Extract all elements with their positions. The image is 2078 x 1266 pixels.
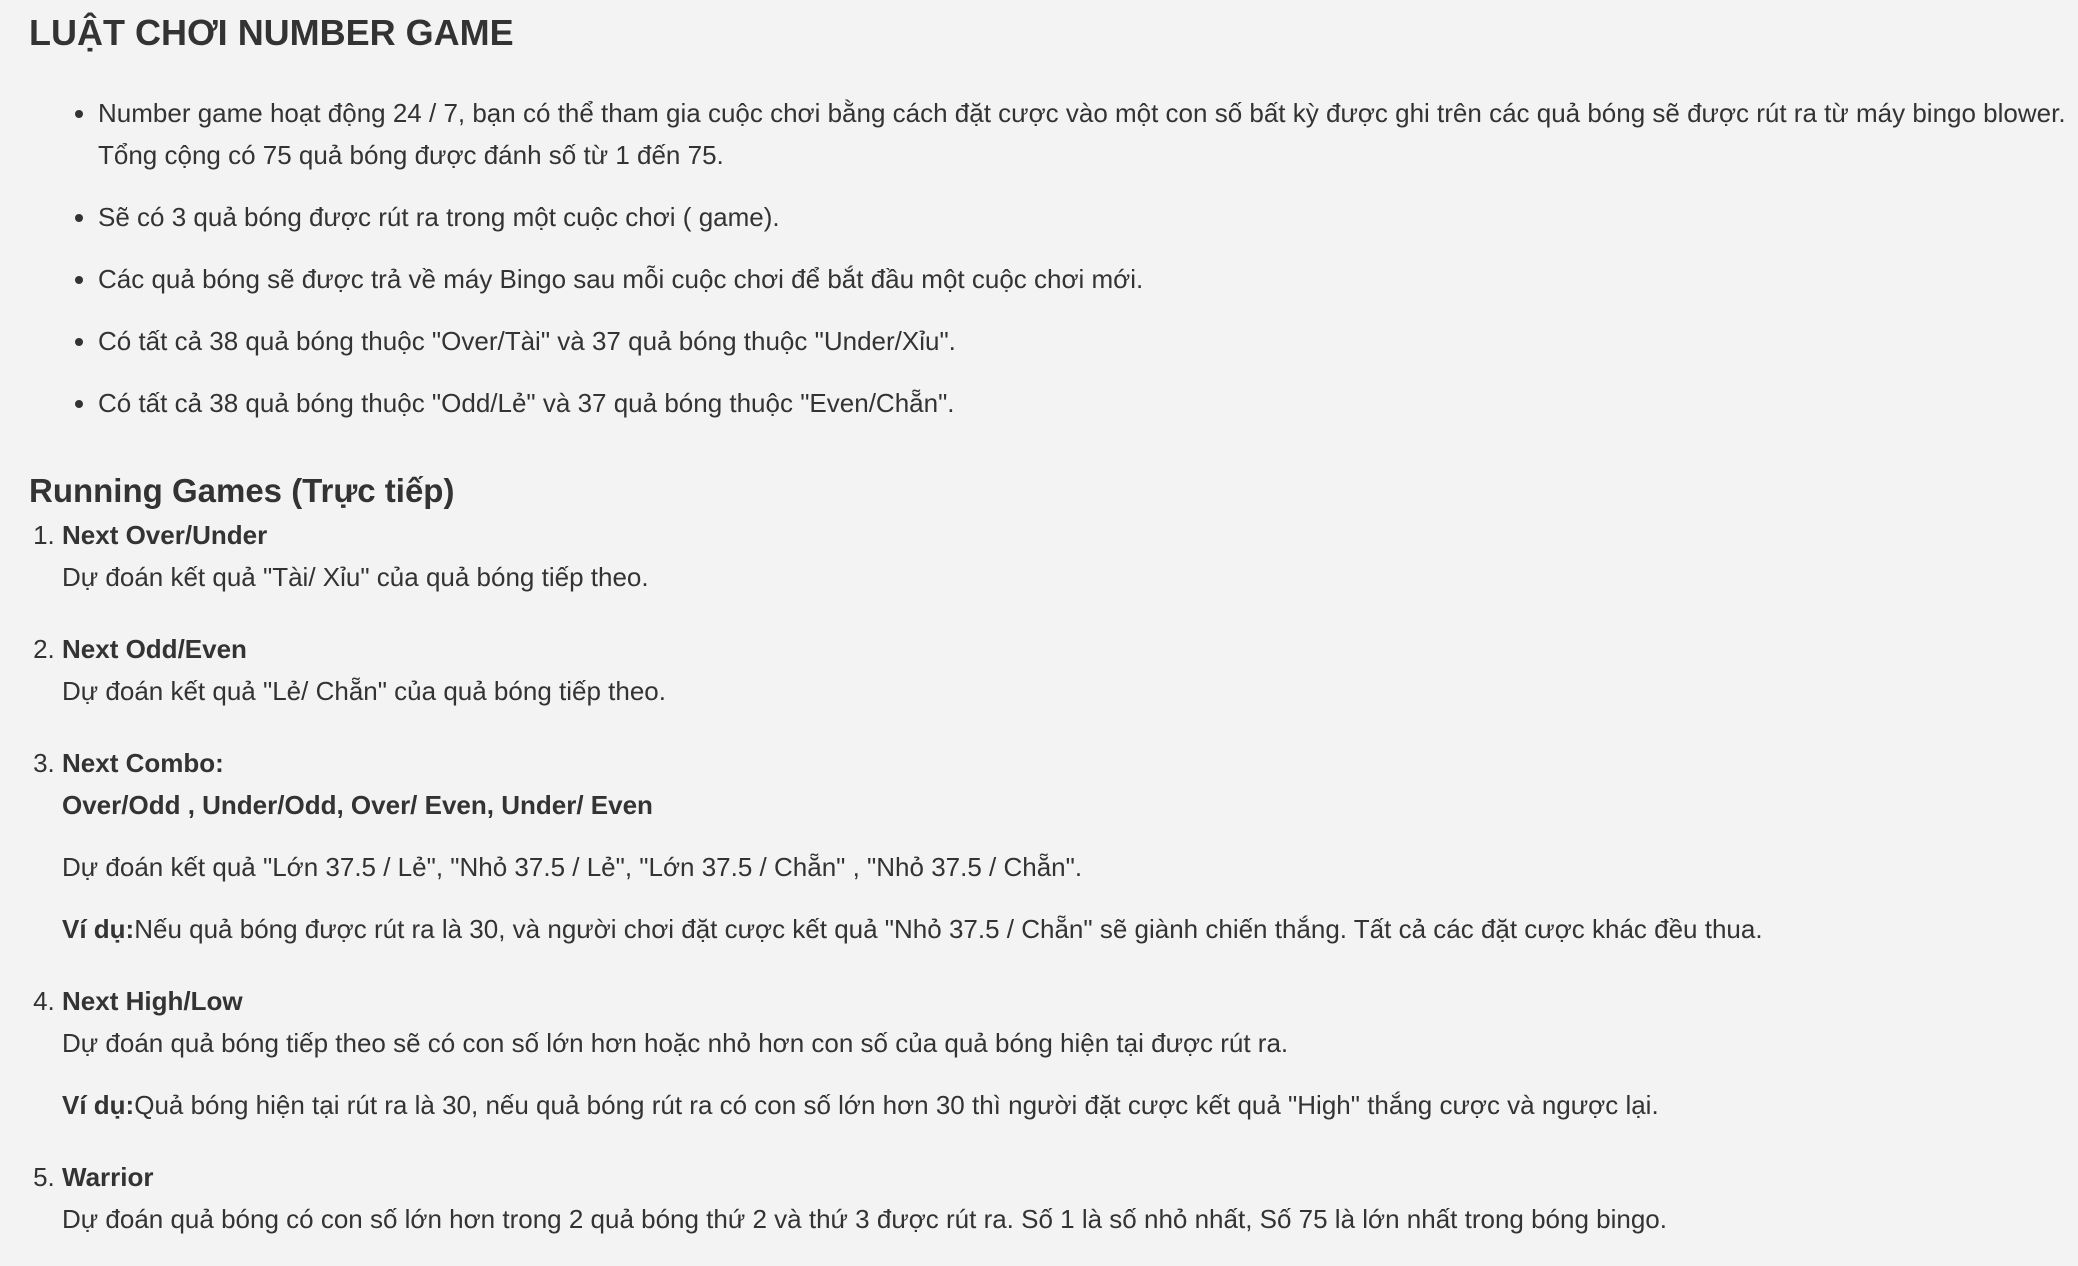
game-title: 3. Next Combo: <box>62 748 224 778</box>
game-item <box>62 514 2078 598</box>
example-text: Nếu quả bóng được rút ra là 30, và người chơi đặt cược kết quả "Nhỏ 37.5 / Chẵn" sẽ giành chiến thắng. Tất cả các đặt cược khác đều thua. <box>134 914 1763 944</box>
running-games-heading: Running Games (Trực tiếp) <box>29 472 455 509</box>
rules-list <box>29 92 2078 424</box>
rule-item: • Sẽ có 3 quả bóng được rút ra trong một cuộc chơi ( game). <box>98 196 2078 238</box>
games-list <box>29 514 2078 1240</box>
rule-item: • Các quả bóng sẽ được trả về máy Bingo sau mỗi cuộc chơi để bắt đầu một cuộc chơi mới. <box>98 258 2078 300</box>
game-title: 2. Next Odd/Even <box>62 634 247 664</box>
game-description: Dự đoán quả bóng tiếp theo sẽ có con số lớn hơn hoặc nhỏ hơn con số của quả bóng hiện tại được rút ra. <box>62 1028 1289 1058</box>
game-item <box>62 980 2078 1126</box>
game-title: 5. Warrior <box>62 1162 154 1192</box>
game-description: Dự đoán kết quả "Lớn 37.5 / Lẻ", "Nhỏ 37.5 / Lẻ", "Lớn 37.5 / Chẵn" , "Nhỏ 37.5 / Chẵn". <box>62 852 1083 882</box>
game-title: 4. Next High/Low <box>62 986 243 1016</box>
game-description: Dự đoán kết quả "Tài/ Xỉu" của quả bóng tiếp theo. <box>62 562 649 592</box>
game-description: Dự đoán kết quả "Lẻ/ Chẵn" của quả bóng tiếp theo. <box>62 676 666 706</box>
example-label: Ví dụ: <box>62 914 135 944</box>
game-example <box>62 1084 2078 1126</box>
game-title: 1. Next Over/Under <box>62 520 268 550</box>
page-title: LUẬT CHƠI NUMBER GAME <box>29 12 514 53</box>
game-item <box>62 628 2078 712</box>
game-subtitle: Over/Odd , Under/Odd, Over/ Even, Under/ Even <box>62 790 653 820</box>
rule-item: • Có tất cả 38 quả bóng thuộc "Odd/Lẻ" và 37 quả bóng thuộc "Even/Chẵn". <box>98 382 2078 424</box>
game-item <box>62 1156 2078 1240</box>
game-description: Dự đoán quả bóng có con số lớn hơn trong 2 quả bóng thứ 2 và thứ 3 được rút ra. Số 1 là số nhỏ nhất, Số 75 là lớn nhất trong bóng bingo. <box>62 1204 1667 1234</box>
rule-item: • Có tất cả 38 quả bóng thuộc "Over/Tài" và 37 quả bóng thuộc "Under/Xỉu". <box>98 320 2078 362</box>
rule-item: • Number game hoạt động 24 / 7, bạn có thể tham gia cuộc chơi bằng cách đặt cược vào một con số bất kỳ được ghi trên các quả bóng sẽ được rút ra từ máy bingo blower. Tổng cộng có 75 quả bóng được đánh số từ 1 đến 75. <box>98 92 2078 176</box>
game-example <box>62 908 2078 950</box>
game-item <box>62 742 2078 950</box>
example-label: Ví dụ: <box>62 1090 135 1120</box>
example-text: Quả bóng hiện tại rút ra là 30, nếu quả bóng rút ra có con số lớn hơn 30 thì người đặt cược kết quả "High" thắng cược và ngược lại. <box>134 1090 1659 1120</box>
